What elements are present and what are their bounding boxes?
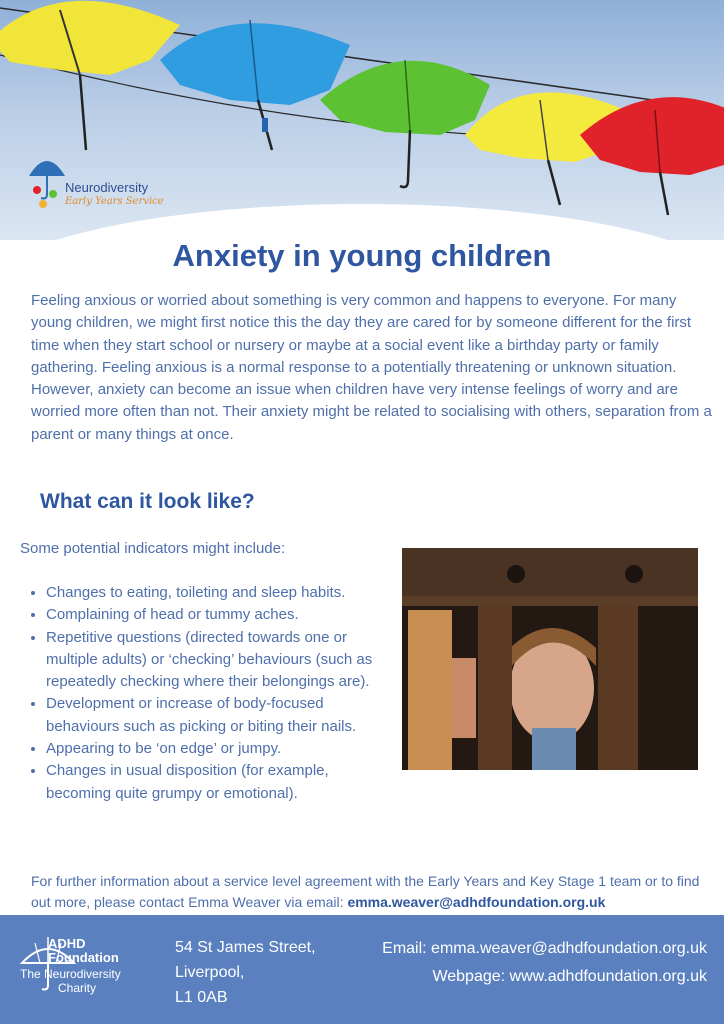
indicators-lead: Some potential indicators might include: (20, 540, 286, 557)
footer-bar (0, 915, 724, 1024)
list-item: • Complaining of head or tummy aches. (46, 604, 396, 626)
address-line-1: 54 St James Street, (175, 939, 316, 956)
contact-note (31, 871, 711, 913)
logo-adhd: ADHD (48, 936, 86, 951)
page-title: Anxiety in young children (172, 238, 552, 273)
logo-line-2: Early Years Service (65, 196, 164, 207)
contact-email-link[interactable]: emma.weaver@adhdfoundation.org.uk (347, 894, 606, 910)
umbrella-logo-icon (27, 146, 67, 210)
hero-umbrella-photo (0, 0, 724, 240)
list-item: • Changes in usual disposition (for example, becoming quite grumpy or emotional). (46, 760, 396, 805)
address-line-2: Liverpool, (175, 964, 245, 981)
logo-foundation: Foundation (48, 950, 119, 965)
footer-address (175, 935, 316, 1010)
indicator-list (28, 582, 396, 805)
logo-line-1: Neurodiversity (65, 180, 149, 195)
child-photo (402, 548, 698, 770)
intro-paragraph-1: Feeling anxious or worried about something is very common and happens to everyone. For many young children, we might first notice this the day they are cared for by someone different for the first time when they start school or nursery or maybe at a social event like a birthday party or family gathering. Feeling anxious is a normal response to a potentially threatening or unknown situation. (31, 292, 692, 376)
logo-neurodiversity: The Neurodiversity (20, 967, 121, 981)
section-heading: What can it look like? (40, 490, 255, 513)
list-item: • Repetitive questions (directed towards one or multiple adults) or ‘checking’ behaviours (such as repeatedly checking where their belongings are). (46, 627, 396, 694)
footer-contact (382, 935, 707, 991)
intro-paragraph-2: However, anxiety can become an issue when children have very intense feelings of worry and are worried more often than not. Their anxiety might be related to socialising with others, separation from a parent or many things at once. (31, 381, 712, 443)
footer-webpage[interactable]: Webpage: www.adhdfoundation.org.uk (432, 968, 707, 985)
address-line-3: L1 0AB (175, 989, 228, 1006)
list-item: • Appearing to be ‘on edge’ or jumpy. (46, 738, 396, 760)
adhd-foundation-logo (18, 933, 168, 1013)
logo-charity: Charity (58, 981, 97, 995)
neurodiversity-logo (27, 146, 177, 216)
list-item: • Development or increase of body-focused behaviours such as picking or biting their nails. (46, 693, 396, 738)
list-item: • Changes to eating, toileting and sleep habits. (46, 582, 396, 604)
intro-text (31, 290, 713, 446)
contact-note-text: For further information about a service level agreement with the Early Years and Key Stage 1 team or to find out more, please contact Emma Weaver via email: (31, 873, 700, 910)
footer-email[interactable]: Email: emma.weaver@adhdfoundation.org.uk (382, 940, 707, 957)
